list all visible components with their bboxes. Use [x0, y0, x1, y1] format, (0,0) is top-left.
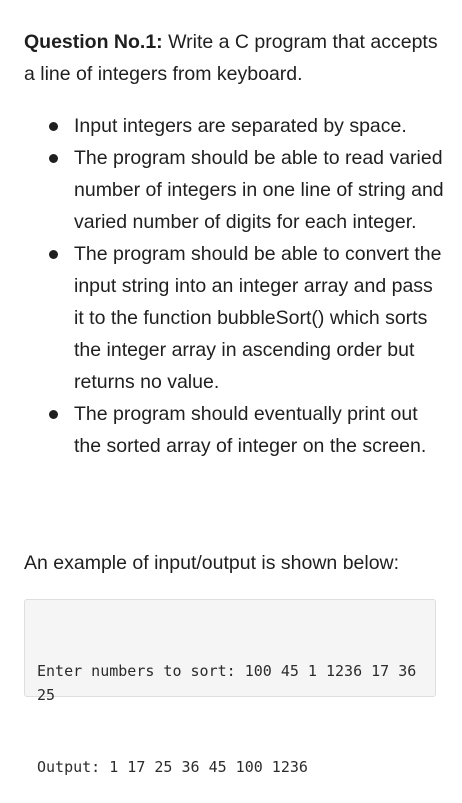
bullet-icon: [49, 122, 58, 131]
requirements-list: [0, 110, 462, 462]
code-line: Enter numbers to sort: 100 45 1 1236 17 36 25: [37, 662, 426, 704]
bullet-icon: [49, 154, 58, 163]
code-line: Output: 1 17 25 36 45 100 1236: [37, 758, 308, 776]
question-label: Question No.1:: [24, 31, 163, 53]
list-item-text: The program should eventually print out the sorted array of integer on the screen.: [74, 403, 427, 457]
list-item: [0, 398, 462, 462]
list-item-text: Input integers are separated by space.: [74, 115, 407, 137]
list-item: [0, 110, 462, 142]
bullet-icon: [49, 410, 58, 419]
list-item-text: The program should be able to read varied number of integers in one line of string and varied number of digits for each integer.: [74, 147, 444, 233]
question-paragraph: [24, 26, 444, 90]
question-text: Write a C program that accepts a line of integers from keyboard.: [24, 31, 438, 85]
list-item: [0, 142, 462, 238]
list-item: [0, 238, 462, 398]
list-item-text: The program should be able to convert the input string into an integer array and pass it to the function bubbleSort() which sorts the integer array in ascending order but returns no value.: [74, 243, 442, 393]
example-intro: An example of input/output is shown below:: [24, 552, 400, 574]
bullet-icon: [49, 250, 58, 259]
code-block: [24, 599, 436, 776]
